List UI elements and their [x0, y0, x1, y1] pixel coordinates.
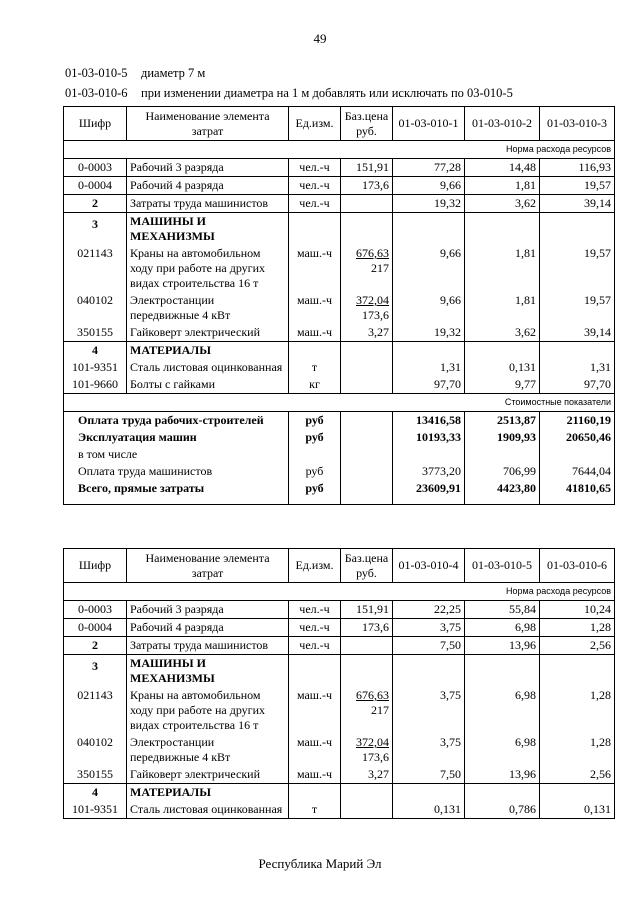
row-unit: чел.-ч	[289, 159, 341, 177]
machinist-row	[64, 195, 615, 213]
cost-label: Стоимостные показатели	[64, 394, 615, 412]
row-value: 2,56	[540, 766, 615, 784]
row-value: 0,131	[540, 801, 615, 819]
cost-unit: руб	[289, 412, 341, 430]
empty-cell	[341, 213, 393, 246]
row-unit: чел.-ч	[289, 601, 341, 619]
header-name: Наименование элемента затрат	[127, 549, 289, 583]
cost-value: 13416,58	[393, 412, 465, 430]
row-value: 1,28	[540, 734, 615, 766]
row-code: 2	[64, 637, 127, 655]
cost-value	[393, 446, 465, 463]
empty-cell	[289, 342, 341, 360]
empty-cell	[465, 655, 540, 688]
row-value: 1,81	[465, 292, 540, 324]
cost-unit: руб	[289, 480, 341, 505]
cost-name: в том числе	[64, 446, 289, 463]
row-unit: маш.-ч	[289, 292, 341, 324]
table-row	[64, 245, 615, 292]
row-unit: чел.-ч	[289, 619, 341, 637]
empty-cell	[341, 412, 393, 430]
row-code: 350155	[64, 766, 127, 784]
row-code: 101-9660	[64, 376, 127, 394]
header-col: 01-03-010-1	[393, 107, 465, 141]
row-unit: чел.-ч	[289, 195, 341, 213]
row-value: 13,96	[465, 637, 540, 655]
empty-cell	[393, 342, 465, 360]
row-name: Краны на автомобильном ходу при работе на других видах строительства 16 т	[127, 687, 289, 734]
row-code: 021143	[64, 687, 127, 734]
header-col: 01-03-010-5	[465, 549, 540, 583]
row-price: 173,6	[341, 177, 393, 195]
intro-line-2	[65, 86, 513, 101]
row-value: 1,28	[540, 619, 615, 637]
price-secondary: 217	[371, 703, 389, 717]
row-value: 10,24	[540, 601, 615, 619]
empty-cell	[341, 463, 393, 480]
row-value: 19,32	[393, 324, 465, 342]
empty-cell	[465, 342, 540, 360]
header-unit: Ед.изм.	[289, 549, 341, 583]
row-value: 9,66	[393, 292, 465, 324]
table-row	[64, 801, 615, 819]
row-name: Рабочий 4 разряда	[127, 177, 289, 195]
row-value: 3,75	[393, 734, 465, 766]
resource-table-1	[63, 106, 615, 505]
row-value: 3,62	[465, 324, 540, 342]
row-value: 97,70	[540, 376, 615, 394]
cost-value: 4423,80	[465, 480, 540, 505]
section-code: 4	[64, 784, 127, 802]
row-unit: чел.-ч	[289, 637, 341, 655]
price-secondary: 173,6	[362, 308, 389, 322]
row-value: 6,98	[465, 619, 540, 637]
empty-cell	[540, 213, 615, 246]
footer-region: Республика Марий Эл	[258, 856, 382, 871]
cost-value: 21160,19	[540, 412, 615, 430]
row-value: 1,81	[465, 177, 540, 195]
table-row	[64, 687, 615, 734]
row-unit: маш.-ч	[289, 734, 341, 766]
norm-label: Норма расхода ресурсов	[64, 141, 615, 159]
empty-cell	[540, 655, 615, 688]
table-row	[64, 324, 615, 342]
empty-cell	[341, 429, 393, 446]
row-name: Болты с гайками	[127, 376, 289, 394]
price-primary: 676,63	[356, 688, 389, 702]
cost-row	[64, 446, 615, 463]
header-col: 01-03-010-2	[465, 107, 540, 141]
empty-cell	[393, 655, 465, 688]
row-value: 77,28	[393, 159, 465, 177]
row-code: 101-9351	[64, 801, 127, 819]
row-name: Сталь листовая оцинкованная	[127, 801, 289, 819]
cost-value: 3773,20	[393, 463, 465, 480]
row-unit: маш.-ч	[289, 324, 341, 342]
table-row	[64, 376, 615, 394]
section-code: 3	[64, 655, 127, 688]
row-code: 350155	[64, 324, 127, 342]
cost-value: 20650,46	[540, 429, 615, 446]
row-unit: чел.-ч	[289, 177, 341, 195]
table-row	[64, 292, 615, 324]
row-value: 55,84	[465, 601, 540, 619]
empty-cell	[341, 359, 393, 376]
row-name: Электростанции передвижные 4 кВт	[127, 292, 289, 324]
row-value: 2,56	[540, 637, 615, 655]
empty-cell	[465, 213, 540, 246]
table-row	[64, 734, 615, 766]
row-value: 19,57	[540, 177, 615, 195]
row-value: 1,31	[393, 359, 465, 376]
row-value: 3,75	[393, 619, 465, 637]
row-value: 9,66	[393, 245, 465, 292]
section-name: МАТЕРИАЛЫ	[127, 784, 289, 802]
row-value: 0,131	[393, 801, 465, 819]
page-number: 49	[313, 31, 327, 46]
empty-cell	[341, 376, 393, 394]
row-price: 173,6	[341, 619, 393, 637]
header-col: 01-03-010-6	[540, 549, 615, 583]
price-primary: 372,04	[356, 735, 389, 749]
empty-cell	[341, 342, 393, 360]
row-name: Рабочий 3 разряда	[127, 601, 289, 619]
header-code: Шифр	[64, 549, 127, 583]
cost-unit: руб	[289, 463, 341, 480]
empty-cell	[393, 784, 465, 802]
table-row	[64, 359, 615, 376]
header-name: Наименование элемента затрат	[127, 107, 289, 141]
intro-code: 01-03-010-6	[65, 86, 128, 100]
row-value: 19,57	[540, 245, 615, 292]
table-row	[64, 766, 615, 784]
empty-cell	[341, 480, 393, 505]
price-primary: 676,63	[356, 246, 389, 260]
price-secondary: 217	[371, 261, 389, 275]
row-code: 0-0004	[64, 619, 127, 637]
empty-cell	[341, 446, 393, 463]
cost-unit	[289, 446, 341, 463]
cost-name: Оплата труда рабочих-строителей	[64, 412, 289, 430]
section-code: 3	[64, 213, 127, 246]
cost-value: 1909,93	[465, 429, 540, 446]
intro-text: диаметр 7 м	[141, 66, 206, 80]
header-price: Баз.цена руб.	[341, 549, 393, 583]
row-price	[341, 687, 393, 734]
row-code: 2	[64, 195, 127, 213]
row-name: Электростанции передвижные 4 кВт	[127, 734, 289, 766]
cost-value: 7644,04	[540, 463, 615, 480]
section-name: МАТЕРИАЛЫ	[127, 342, 289, 360]
row-name: Рабочий 4 разряда	[127, 619, 289, 637]
row-value: 9,77	[465, 376, 540, 394]
empty-cell	[289, 213, 341, 246]
norm-label: Норма расхода ресурсов	[64, 583, 615, 601]
empty-cell	[540, 784, 615, 802]
row-value: 6,98	[465, 734, 540, 766]
row-unit: маш.-ч	[289, 687, 341, 734]
table-row	[64, 619, 615, 637]
header-row	[64, 107, 615, 141]
row-value: 22,25	[393, 601, 465, 619]
row-unit: кг	[289, 376, 341, 394]
header-col: 01-03-010-4	[393, 549, 465, 583]
cost-name: Эксплуатация машин	[64, 429, 289, 446]
empty-cell	[341, 784, 393, 802]
row-value: 3,62	[465, 195, 540, 213]
cost-row	[64, 480, 615, 505]
row-price: 151,91	[341, 159, 393, 177]
row-value: 7,50	[393, 766, 465, 784]
row-name: Краны на автомобильном ходу при работе на других видах строительства 16 т	[127, 245, 289, 292]
row-value: 1,31	[540, 359, 615, 376]
row-value: 14,48	[465, 159, 540, 177]
row-value: 0,786	[465, 801, 540, 819]
intro-code: 01-03-010-5	[65, 66, 128, 80]
row-name: Сталь листовая оцинкованная	[127, 359, 289, 376]
row-unit: т	[289, 801, 341, 819]
cost-name: Оплата труда машинистов	[64, 463, 289, 480]
cost-value: 10193,33	[393, 429, 465, 446]
empty-cell	[341, 655, 393, 688]
row-code: 101-9351	[64, 359, 127, 376]
row-value: 6,98	[465, 687, 540, 734]
cost-row	[64, 412, 615, 430]
price-secondary: 173,6	[362, 750, 389, 764]
row-value: 0,131	[465, 359, 540, 376]
row-value: 9,66	[393, 177, 465, 195]
cost-label-row	[64, 394, 615, 412]
row-value: 1,28	[540, 687, 615, 734]
table-row	[64, 601, 615, 619]
row-unit: т	[289, 359, 341, 376]
row-value: 1,81	[465, 245, 540, 292]
row-unit: маш.-ч	[289, 766, 341, 784]
row-name: Рабочий 3 разряда	[127, 159, 289, 177]
row-value: 3,75	[393, 687, 465, 734]
table-row	[64, 177, 615, 195]
empty-cell	[289, 655, 341, 688]
materials-section-row	[64, 784, 615, 802]
row-price	[341, 292, 393, 324]
machines-section-row	[64, 655, 615, 688]
row-value: 39,14	[540, 324, 615, 342]
row-name: Затраты труда машинистов	[127, 195, 289, 213]
row-price	[341, 195, 393, 213]
row-name: Гайковерт электрический	[127, 766, 289, 784]
intro-text: при изменении диаметра на 1 м добавлять или исключать по 03-010-5	[141, 86, 513, 100]
row-code: 040102	[64, 292, 127, 324]
norm-label-row	[64, 583, 615, 601]
empty-cell	[465, 784, 540, 802]
empty-cell	[289, 784, 341, 802]
intro-line-1	[65, 66, 205, 81]
header-price: Баз.цена руб.	[341, 107, 393, 141]
row-value: 19,57	[540, 292, 615, 324]
norm-label-row	[64, 141, 615, 159]
row-price	[341, 245, 393, 292]
header-unit: Ед.изм.	[289, 107, 341, 141]
machinist-row	[64, 637, 615, 655]
empty-cell	[341, 801, 393, 819]
machines-section-row	[64, 213, 615, 246]
row-value: 39,14	[540, 195, 615, 213]
row-price	[341, 637, 393, 655]
cost-row	[64, 463, 615, 480]
resource-table-2	[63, 548, 615, 819]
cost-value: 706,99	[465, 463, 540, 480]
row-value: 116,93	[540, 159, 615, 177]
cost-value: 41810,65	[540, 480, 615, 505]
cost-value: 23609,91	[393, 480, 465, 505]
row-code: 0-0004	[64, 177, 127, 195]
empty-cell	[540, 342, 615, 360]
row-name: Затраты труда машинистов	[127, 637, 289, 655]
row-code: 021143	[64, 245, 127, 292]
empty-cell	[393, 213, 465, 246]
row-value: 7,50	[393, 637, 465, 655]
header-code: Шифр	[64, 107, 127, 141]
table-row	[64, 159, 615, 177]
header-row	[64, 549, 615, 583]
row-code: 0-0003	[64, 601, 127, 619]
section-name: МАШИНЫ И МЕХАНИЗМЫ	[127, 213, 289, 246]
row-name: Гайковерт электрический	[127, 324, 289, 342]
row-value: 19,32	[393, 195, 465, 213]
header-col: 01-03-010-3	[540, 107, 615, 141]
cost-name: Всего, прямые затраты	[64, 480, 289, 505]
row-price: 151,91	[341, 601, 393, 619]
materials-section-row	[64, 342, 615, 360]
row-price	[341, 734, 393, 766]
cost-value	[465, 446, 540, 463]
row-price: 3,27	[341, 766, 393, 784]
row-value: 13,96	[465, 766, 540, 784]
section-name: МАШИНЫ И МЕХАНИЗМЫ	[127, 655, 289, 688]
row-price: 3,27	[341, 324, 393, 342]
cost-row	[64, 429, 615, 446]
price-primary: 372,04	[356, 293, 389, 307]
row-code: 040102	[64, 734, 127, 766]
cost-unit: руб	[289, 429, 341, 446]
row-code: 0-0003	[64, 159, 127, 177]
cost-value	[540, 446, 615, 463]
row-unit: маш.-ч	[289, 245, 341, 292]
section-code: 4	[64, 342, 127, 360]
row-value: 97,70	[393, 376, 465, 394]
cost-value: 2513,87	[465, 412, 540, 430]
